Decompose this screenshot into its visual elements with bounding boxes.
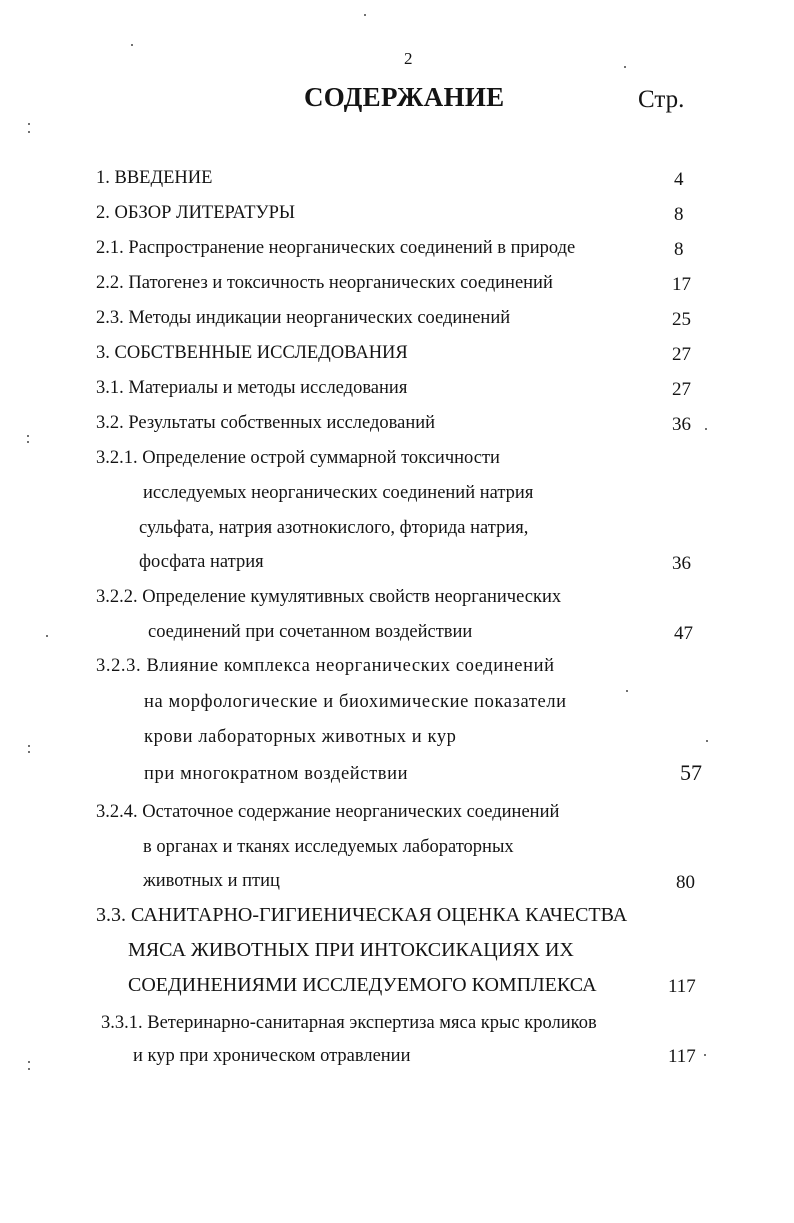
toc-page-number: 57 <box>680 760 702 785</box>
toc-entry-3-2-2-line: 3.2.2. Определение кумулятивных свойств неорганических <box>96 587 562 607</box>
toc-entry-3-2-3-line: на морфологические и биохимические показатели <box>144 692 567 712</box>
toc-entry-own-research: 3. СОБСТВЕННЫЕ ИССЛЕДОВАНИЯ <box>96 343 408 363</box>
toc-entry-2-1: 2.1. Распространение неорганических соединений в природе <box>96 238 576 258</box>
scan-speck <box>131 44 133 46</box>
toc-page-number: 47 <box>674 623 693 644</box>
toc-page-number: 17 <box>672 274 691 295</box>
scan-speck <box>28 745 30 747</box>
toc-entry-introduction: 1. ВВЕДЕНИЕ <box>96 168 213 188</box>
scan-speck <box>28 1061 30 1063</box>
toc-page-number: 27 <box>672 379 691 400</box>
scan-speck <box>46 635 48 637</box>
scan-speck <box>28 123 30 125</box>
toc-page-number: 36 <box>672 414 691 435</box>
scan-speck <box>626 690 628 692</box>
scan-speck <box>27 435 29 437</box>
toc-entry-3-3-line: СОЕДИНЕНИЯМИ ИССЛЕДУЕМОГО КОМПЛЕКСА <box>128 974 597 996</box>
scan-speck <box>28 1068 30 1070</box>
scan-speck <box>364 14 366 16</box>
scan-speck <box>706 740 708 742</box>
toc-entry-3-1: 3.1. Материалы и методы исследования <box>96 378 408 398</box>
toc-entry-3-3-line: 3.3. САНИТАРНО-ГИГИЕНИЧЕСКАЯ ОЦЕНКА КАЧЕСТВА <box>96 904 628 926</box>
page-column-label: Стр. <box>638 86 685 113</box>
scan-speck <box>705 428 707 430</box>
scan-speck <box>27 441 29 443</box>
toc-page-number: 8 <box>674 204 684 225</box>
toc-page-number: 25 <box>672 309 691 330</box>
toc-page-number: 8 <box>674 239 684 260</box>
toc-page-number: 27 <box>672 344 691 365</box>
toc-entry-3-2-3-line: при многократном воздействии <box>144 764 409 784</box>
toc-entry-3-3-1-line: 3.3.1. Ветеринарно-санитарная экспертиза мяса крыс кроликов <box>101 1013 597 1033</box>
toc-page-number: 36 <box>672 553 691 574</box>
page-title: СОДЕРЖАНИЕ <box>304 82 505 112</box>
toc-entry-3-3-line: МЯСА ЖИВОТНЫХ ПРИ ИНТОКСИКАЦИЯХ ИХ <box>128 939 574 961</box>
toc-entry-3-3-1-line: и кур при хроническом отравлении <box>133 1046 411 1066</box>
toc-entry-3-2-3-line: крови лабораторных животных и кур <box>144 727 457 747</box>
toc-entry-3-2-1-line: исследуемых неорганических соединений натрия <box>143 483 534 503</box>
scan-speck <box>624 66 626 68</box>
toc-entry-3-2: 3.2. Результаты собственных исследований <box>96 413 436 433</box>
toc-page-number: 117 <box>668 1046 696 1067</box>
toc-entry-literature-review: 2. ОБЗОР ЛИТЕРАТУРЫ <box>96 203 296 223</box>
toc-entry-2-3: 2.3. Методы индикации неорганических соединений <box>96 308 511 328</box>
toc-page-number: 117 <box>668 976 696 997</box>
toc-entry-3-2-1-line: фосфата натрия <box>139 552 264 572</box>
toc-entry-3-2-3-line: 3.2.3. Влияние комплекса неорганических соединений <box>96 656 555 676</box>
toc-entry-3-2-2-line: соединений при сочетанном воздействии <box>148 622 473 642</box>
scan-speck <box>28 751 30 753</box>
toc-entry-3-2-4-line: 3.2.4. Остаточное содержание неорганических соединений <box>96 802 560 822</box>
toc-page-number: 4 <box>674 169 684 190</box>
scan-speck <box>704 1054 706 1056</box>
toc-page-number: 80 <box>676 872 695 893</box>
toc-entry-3-2-4-line: животных и птиц <box>143 871 280 891</box>
scan-speck <box>28 131 30 133</box>
toc-entry-3-2-4-line: в органах и тканях исследуемых лабораторных <box>143 837 514 857</box>
page-number: 2 <box>404 49 413 68</box>
toc-entry-2-2: 2.2. Патогенез и токсичность неорганических соединений <box>96 273 553 293</box>
toc-entry-3-2-1-line: сульфата, натрия азотнокислого, фторида натрия, <box>139 518 529 538</box>
toc-entry-3-2-1-line: 3.2.1. Определение острой суммарной токсичности <box>96 448 500 468</box>
